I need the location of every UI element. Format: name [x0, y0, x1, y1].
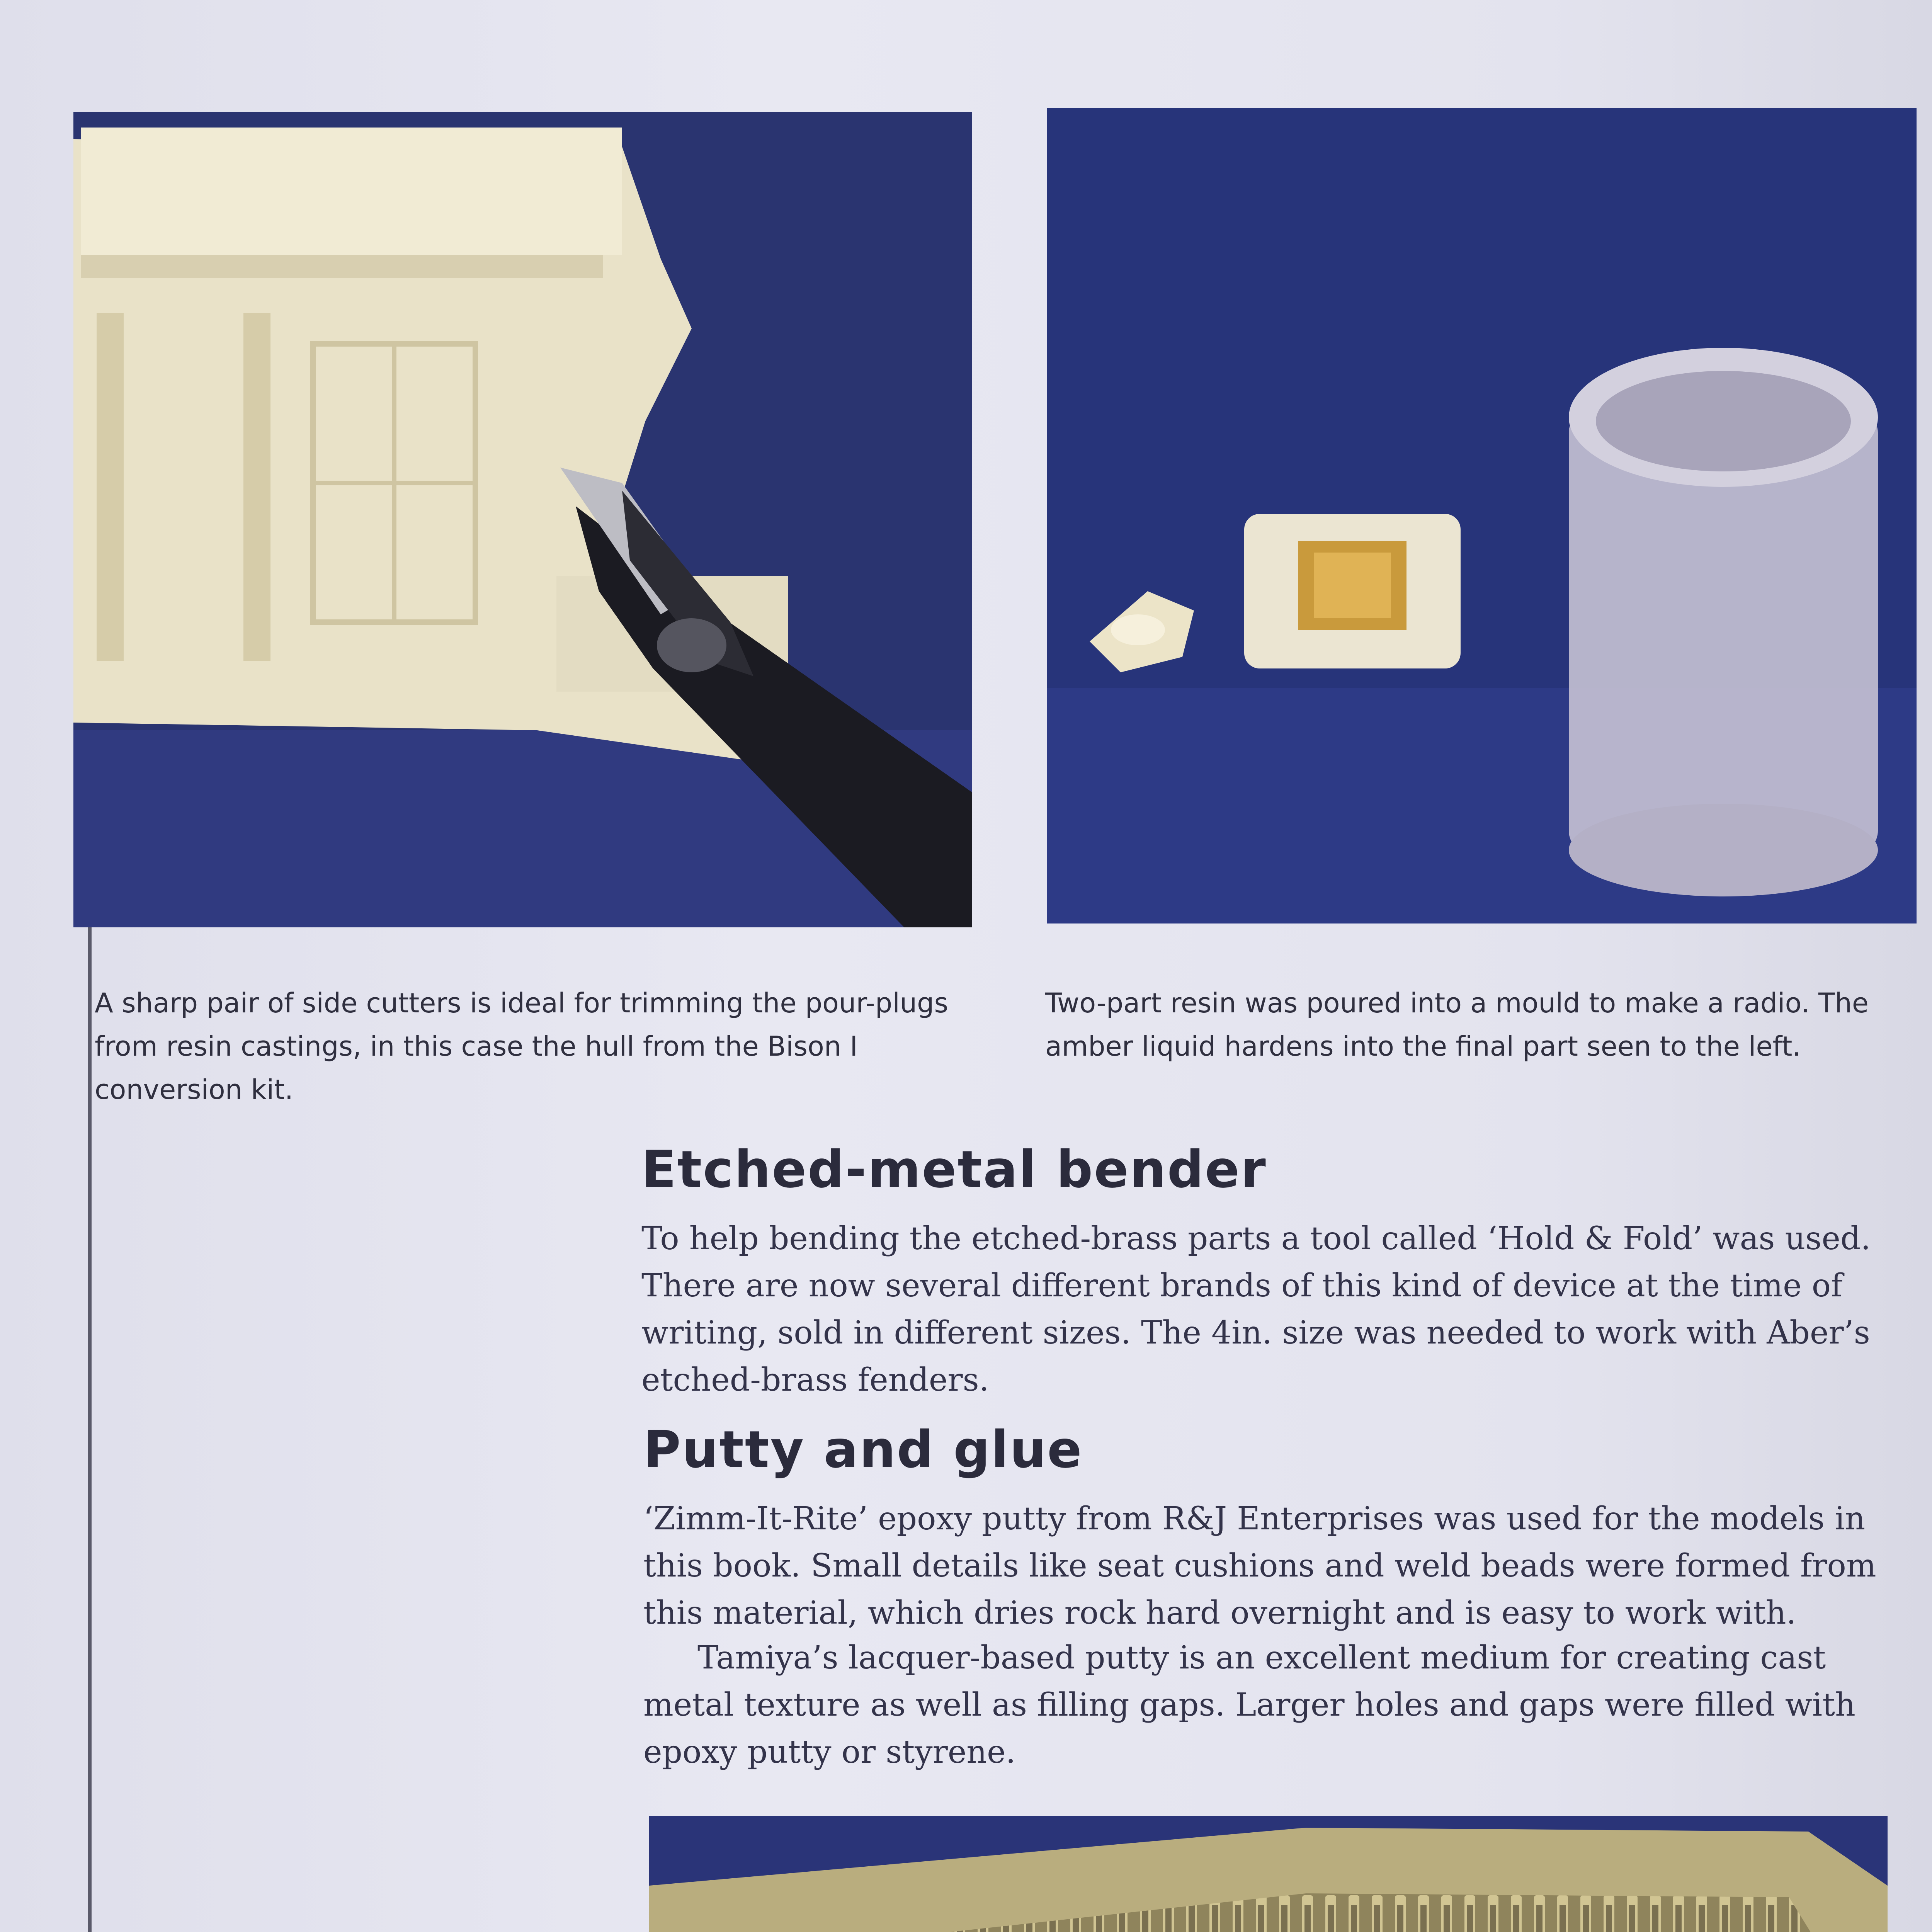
- paragraph-bender: To help bending the etched-brass parts a tool called ‘Hold & Fold’ was used. There are now several different brands of this kind of device at the time of writing, sold in different sizes. The 4in. size was needed to work with Aber’s etched-brass fenders.: [641, 1220, 1871, 1398]
- paragraph-putty-2: Tamiya’s lacquer-based putty is an excellent medium for creating cast metal texture as well as filling gaps. Larger holes and gaps were filled with epoxy putty or styrene.: [643, 1639, 1855, 1770]
- side-cutters-icon: [73, 112, 972, 927]
- etched-fret-icon: [649, 1816, 1888, 1932]
- paragraph-putty-1: ‘Zimm-It-Rite’ epoxy putty from R&J Enterprises was used for the models in this book. Small details like seat cushions and weld beads were formed from this material, which dries rock hard overnight and is easy to work with.: [643, 1500, 1876, 1631]
- resin-mould-icon: [1047, 108, 1917, 923]
- side-cutters-photo: [73, 112, 972, 927]
- figure-caption-cutters: A sharp pair of side cutters is ideal for trimming the pour-plugs from resin castings, in this case the hull from the Bison I conversion kit.: [95, 987, 949, 1105]
- etched-brass-fret-photo: [649, 1816, 1888, 1932]
- figure-caption-resin: Two-part resin was poured into a mould to make a radio. The amber liquid hardens into the final part seen to the left.: [1045, 987, 1869, 1062]
- section-heading-bender: Etched-metal bender: [641, 1140, 1267, 1199]
- resin-mould-photo: [1047, 108, 1917, 923]
- section-heading-putty: Putty and glue: [643, 1420, 1083, 1480]
